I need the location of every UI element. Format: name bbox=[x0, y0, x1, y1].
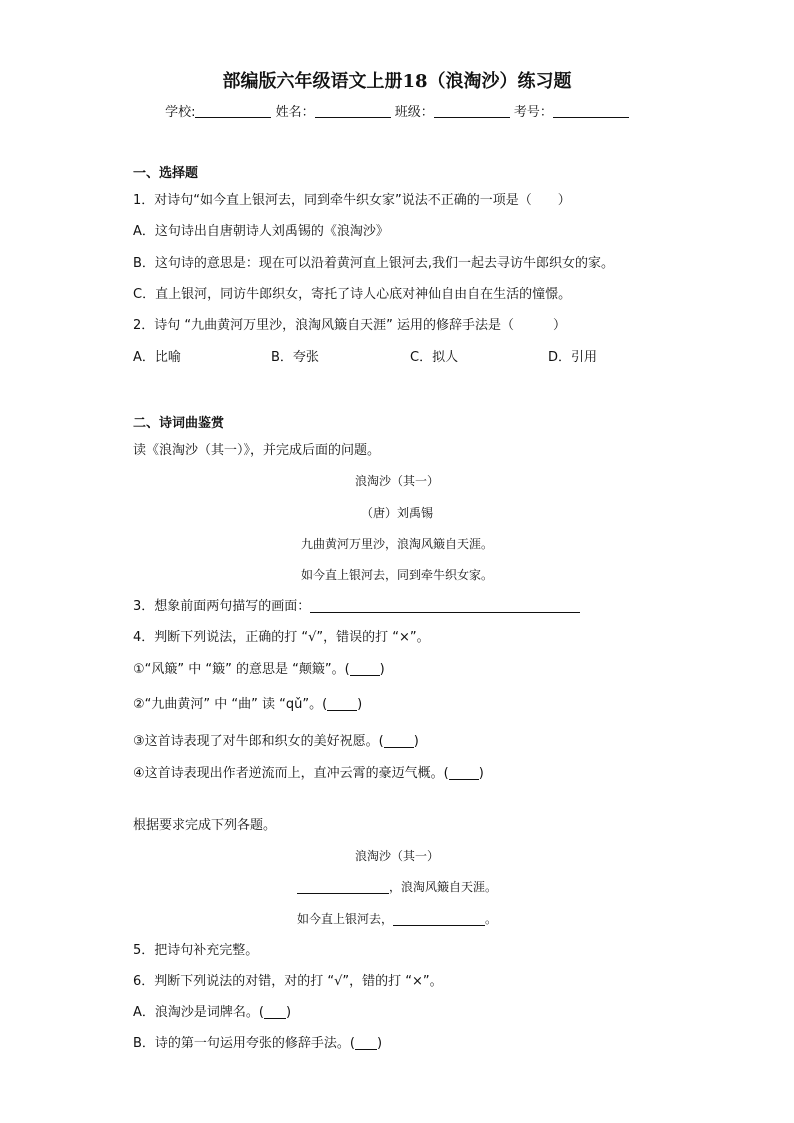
question-4-item-2-answer[interactable] bbox=[327, 697, 357, 711]
question-1-option-a[interactable]: A．这句诗出自唐朝诗人刘禹锡的《浪淘沙》 bbox=[133, 224, 389, 239]
poem-line-1: 九曲黄河万里沙，浪淘风簸自天涯。 bbox=[300, 537, 493, 551]
poem2-blank-1[interactable] bbox=[297, 879, 389, 894]
question-4-item-3-answer[interactable] bbox=[384, 734, 414, 748]
page-title: 部编版六年级语文上册18（浪淘沙）练习题 bbox=[222, 71, 572, 92]
question-1: 1．对诗句“如今直上银河去，同到牵牛织女家”说法不正确的一项是（ ） bbox=[133, 193, 571, 208]
question-3-answer-line[interactable] bbox=[310, 598, 580, 613]
instructions-2: 根据要求完成下列各题。 bbox=[133, 818, 277, 833]
poem-author: （唐）刘禹锡 bbox=[360, 506, 433, 520]
poem2-line-2-prefix: 如今直上银河去， bbox=[296, 912, 393, 926]
question-4-item-2 bbox=[133, 696, 362, 714]
close-paren: ) bbox=[478, 766, 484, 781]
question-2-option-a[interactable]: A．比喻 bbox=[133, 350, 181, 365]
question-1-option-c[interactable]: C．直上银河，同访牛郎织女，寄托了诗人心底对神仙自由自在生活的憧憬。 bbox=[133, 287, 572, 302]
poem2-line-1 bbox=[0, 879, 794, 895]
question-4-item-4-text: ④这首诗表现出作者逆流而上，直冲云霄的豪迈气概。( bbox=[133, 766, 449, 781]
student-info-line bbox=[0, 103, 794, 122]
question-2-option-b[interactable]: B．夸张 bbox=[271, 350, 319, 365]
section-heading-choice: 一、选择题 bbox=[133, 166, 199, 181]
exam-no-field[interactable] bbox=[553, 103, 629, 118]
question-6-item-a-text: A．浪淘沙是词牌名。( bbox=[133, 1005, 264, 1020]
name-label: 姓名： bbox=[275, 105, 315, 120]
close-paren: ) bbox=[285, 1005, 292, 1020]
question-4-item-2-text: ②“九曲黄河” 中 “曲” 读 “qǔ”。( bbox=[133, 697, 328, 712]
poem-line-2: 如今直上银河去，同到牵牛织女家。 bbox=[300, 568, 493, 582]
question-6-item-b-text: B．诗的第一句运用夸张的修辞手法。( bbox=[133, 1036, 355, 1051]
question-1-option-b[interactable]: B．这句诗的意思是：现在可以沿着黄河直上银河去,我们一起去寻访牛郎织女的家。 bbox=[133, 256, 615, 271]
close-paren: ) bbox=[413, 734, 419, 749]
poem2-title: 浪淘沙（其一） bbox=[354, 849, 439, 863]
question-6-item-a bbox=[133, 1004, 291, 1022]
question-6-item-b-answer[interactable] bbox=[355, 1036, 377, 1050]
question-6-item-b bbox=[133, 1035, 382, 1053]
exam-no-label: 考号： bbox=[513, 105, 553, 120]
class-field[interactable] bbox=[434, 103, 510, 118]
class-label: 班级： bbox=[394, 105, 434, 120]
school-label: 学校: bbox=[165, 105, 196, 120]
question-2-option-c[interactable]: C．拟人 bbox=[410, 350, 459, 365]
question-2: 2．诗句 “九曲黄河万里沙，浪淘风簸自天涯” 运用的修辞手法是（ ） bbox=[133, 318, 567, 333]
poem-title: 浪淘沙（其一） bbox=[354, 474, 439, 488]
poem2-line-2-suffix: 。 bbox=[485, 912, 498, 926]
poem2-line-2 bbox=[0, 911, 794, 927]
question-2-option-d[interactable]: D．引用 bbox=[548, 350, 598, 365]
question-3 bbox=[133, 598, 580, 616]
question-4-item-3-text: ③这首诗表现了对牛郎和织女的美好祝愿。( bbox=[133, 734, 384, 749]
poem2-blank-2[interactable] bbox=[393, 911, 485, 926]
close-paren: ) bbox=[357, 697, 363, 712]
question-4-item-1-text: ①“风簸” 中 “簸” 的意思是 “颠簸”。( bbox=[133, 662, 350, 677]
question-4-item-3 bbox=[133, 733, 419, 751]
question-3-text: 3．想象前面两句描写的画面： bbox=[133, 599, 311, 614]
question-4-item-1 bbox=[133, 661, 385, 679]
poem-intro: 读《浪淘沙（其一）》，并完成后面的问题。 bbox=[133, 443, 381, 458]
question-4-item-1-answer[interactable] bbox=[350, 662, 380, 676]
question-6: 6．判断下列说法的对错，对的打 “√”，错的打 “×”。 bbox=[133, 974, 443, 989]
question-5: 5．把诗句补充完整。 bbox=[133, 943, 259, 958]
section-heading-poetry: 二、诗词曲鉴赏 bbox=[133, 416, 225, 431]
question-4: 4．判断下列说法，正确的打 “√”，错误的打 “×”。 bbox=[133, 630, 430, 645]
poem2-line-1-text: ，浪淘风簸自天涯。 bbox=[388, 880, 497, 894]
question-4-item-4-answer[interactable] bbox=[449, 766, 479, 780]
name-field[interactable] bbox=[315, 103, 391, 118]
question-6-item-a-answer[interactable] bbox=[264, 1005, 286, 1019]
close-paren: ) bbox=[377, 1036, 383, 1051]
close-paren: ) bbox=[379, 662, 385, 677]
school-field[interactable] bbox=[195, 103, 271, 118]
question-4-item-4 bbox=[133, 765, 484, 783]
